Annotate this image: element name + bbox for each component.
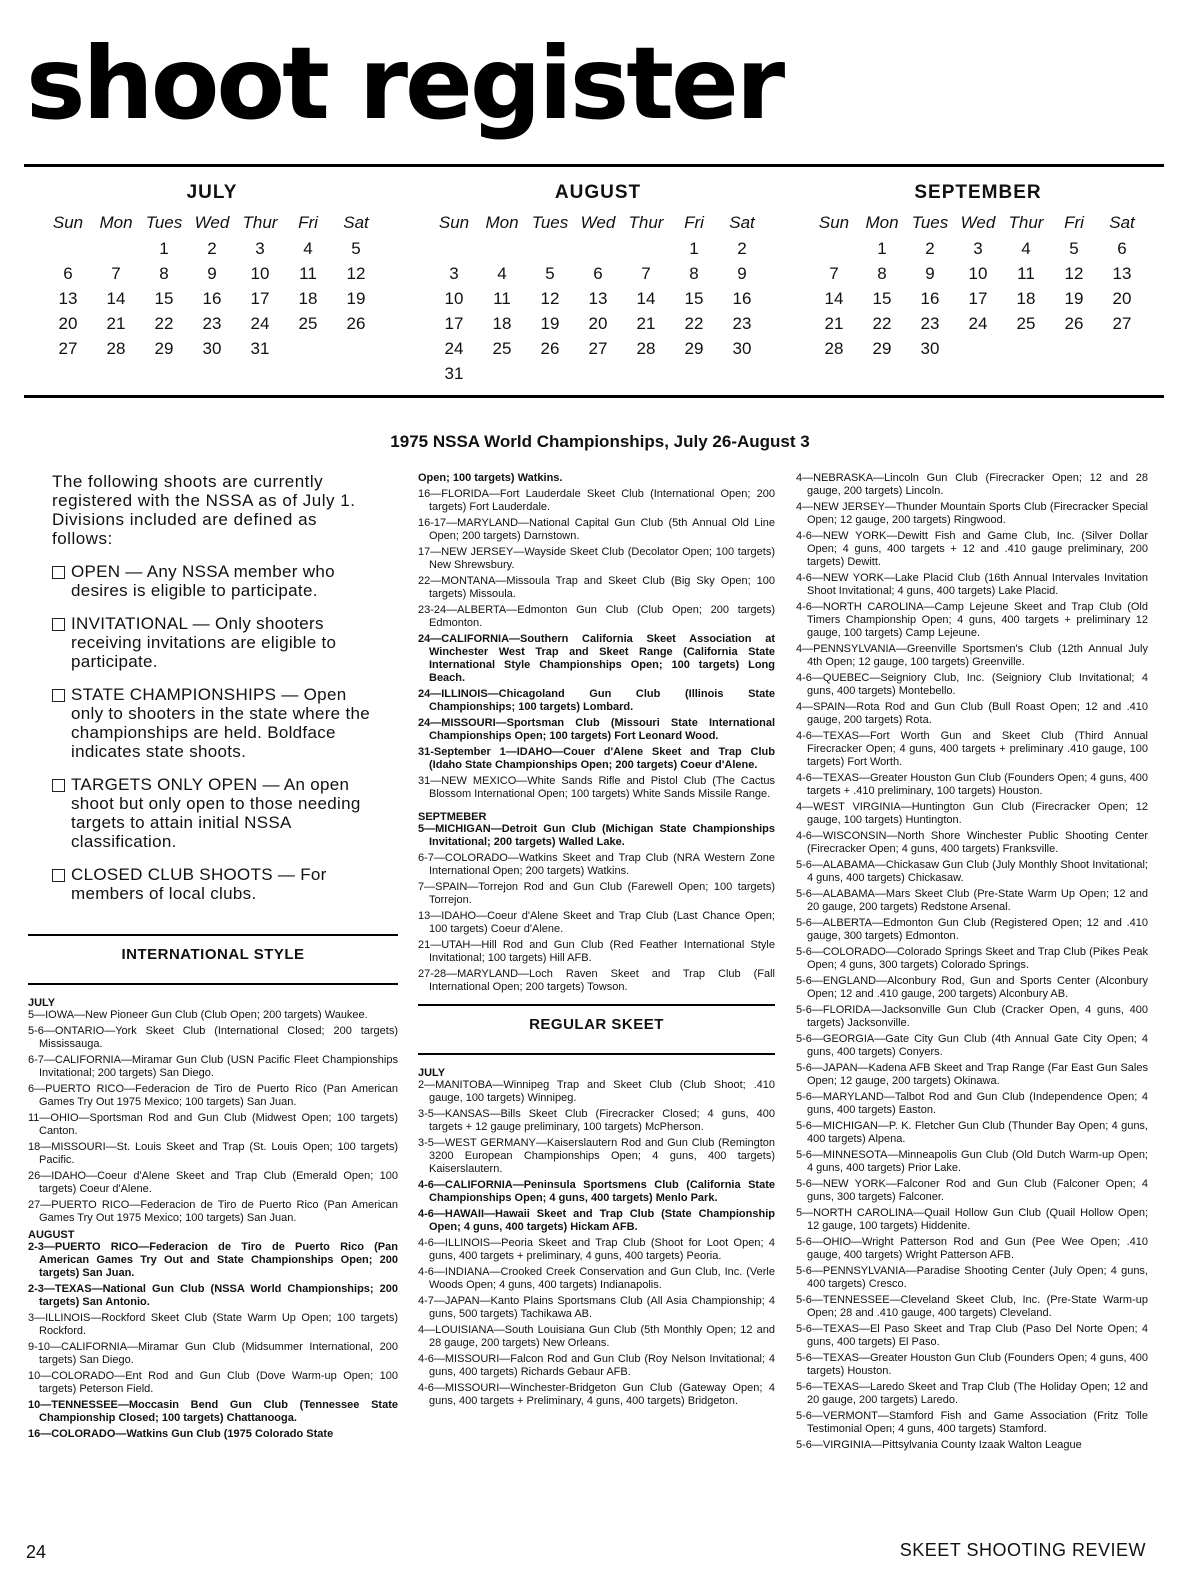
- calendar-day: 11: [299, 263, 317, 283]
- shoot-entry: 4-6—NEW YORK—Lake Placid Club (16th Annual Intervales Invitation Shoot Invitational; 4 guns, 400 targets) Lake Placid.: [796, 572, 1148, 597]
- calendar-day: 22: [684, 313, 704, 333]
- shoot-entry: 4—LOUISIANA—South Louisiana Gun Club (5th Monthly Open; 12 and 28 gauge, 200 targets) New Orleans.: [418, 1324, 775, 1349]
- shoot-entry: 5-6—VERMONT—Stamford Fish and Game Association (Fritz Tolle Testimonial Open; 4 guns, 400 targets) Stamford.: [796, 1410, 1148, 1435]
- weekday-label: Tues: [531, 213, 569, 232]
- calendar-day: 26: [1064, 313, 1084, 333]
- calendar-day: 20: [588, 313, 608, 333]
- calendar-day: 29: [684, 338, 704, 358]
- calendar-day: 19: [1064, 288, 1084, 308]
- calendar-day: 2: [207, 238, 217, 258]
- month-label: JULY: [28, 997, 56, 1009]
- calendar-day: 10: [250, 263, 270, 283]
- calendar-day: 5: [1069, 238, 1079, 258]
- shoot-entry: 7—SPAIN—Torrejon Rod and Gun Club (Farewell Open; 100 targets) Torrejon.: [418, 881, 775, 906]
- calendar-day: 15: [684, 288, 704, 308]
- calendar-week-row: [44, 236, 380, 261]
- shoot-entry: 4—PENNSYLVANIA—Greenville Sportsmen's Club (12th Annual July 4th Open; 12 gauge, 100 targets) Greenville.: [796, 643, 1148, 668]
- weekday-label: Thur: [628, 213, 664, 232]
- calendar-day: 3: [255, 238, 265, 258]
- calendar-day: 4: [303, 238, 313, 258]
- shoot-entry: 5-6—GEORGIA—Gate City Gun Club (4th Annual Gate City Open; 4 guns, 400 targets) Conyers.: [796, 1033, 1148, 1058]
- shoot-entry: 5-6—TEXAS—Laredo Skeet and Trap Club (The Holiday Open; 12 and 20 gauge, 200 targets) Laredo.: [796, 1381, 1148, 1406]
- shoot-entry: 5-6—ALABAMA—Mars Skeet Club (Pre-State Warm Up Open; 12 and 20 gauge, 200 targets) Redstone Arsenal.: [796, 888, 1148, 913]
- calendar-day: [1002, 336, 1050, 361]
- calendar-day: 19: [346, 288, 366, 308]
- calendar-day: 20: [58, 313, 78, 333]
- entry-list: [28, 1009, 398, 1225]
- calendar-day: 16: [732, 288, 752, 308]
- calendar-day: [1050, 336, 1098, 361]
- calendar-table: [430, 210, 766, 386]
- division-text: STATE CHAMPIONSHIPS — Open only to shooters in the state where the championships are held. Boldface indicates state shoots.: [71, 685, 370, 761]
- calendar-day: 16: [920, 288, 940, 308]
- calendar-day: 11: [493, 288, 511, 308]
- shoot-entry: 13—IDAHO—Coeur d'Alene Skeet and Trap Club (Last Chance Open; 100 targets) Coeur d'Alene.: [418, 910, 775, 935]
- calendar-day: 23: [202, 313, 222, 333]
- calendar-day: 10: [444, 288, 464, 308]
- calendar-week-row: [810, 261, 1146, 286]
- weekday-label: Tues: [911, 213, 949, 232]
- calendar-day: 1: [689, 238, 699, 258]
- calendar-day: [718, 361, 766, 386]
- calendar-day: [670, 361, 718, 386]
- calendar-day: [284, 336, 332, 361]
- calendar-header-row: [810, 210, 1146, 236]
- weekday-label: Thur: [1008, 213, 1044, 232]
- shoot-entry: 5-6—TENNESSEE—Cleveland Skeet Club, Inc. (Pre-State Warm-up Open; 28 and .410 gauge, 400 targets) Cleveland.: [796, 1294, 1148, 1319]
- calendar-day: 30: [202, 338, 222, 358]
- calendar-day: 12: [346, 263, 366, 283]
- weekday-label: Sun: [438, 213, 470, 232]
- calendar-day: 17: [968, 288, 988, 308]
- calendar-august: [430, 182, 766, 386]
- shoot-entry: 4-6—WISCONSIN—North Shore Winchester Public Shooting Center (Firecracker Open; 4 guns, 400 targets) Franksville.: [796, 830, 1148, 855]
- calendar-day: 28: [824, 338, 844, 358]
- calendar-day: 7: [111, 263, 121, 283]
- weekday-label: Mon: [865, 213, 899, 232]
- shoot-entry: 5-6—OHIO—Wright Patterson Rod and Gun (Pee Wee Open; .410 gauge, 400 targets) Wright Patterson AFB.: [796, 1236, 1148, 1261]
- calendar-week-row: [430, 336, 766, 361]
- calendar-day: 11: [1017, 263, 1035, 283]
- calendar-day: 8: [877, 263, 887, 283]
- shoot-entry: 5-6—ENGLAND—Alconbury Rod, Gun and Sports Center (Alconbury Open; 12 and .410 gauge, 200 targets) Alconbury AB.: [796, 975, 1148, 1000]
- calendar-day: 18: [1016, 288, 1036, 308]
- calendar-day: 9: [925, 263, 935, 283]
- calendar-day: 20: [1112, 288, 1132, 308]
- division-invitational: [52, 614, 372, 671]
- left-column: [52, 472, 372, 917]
- shoot-entry: 9-10—CALIFORNIA—Miramar Gun Club (Midsummer International, 200 targets) San Diego.: [28, 1341, 398, 1366]
- section-heading: INTERNATIONAL STYLE: [28, 934, 398, 985]
- shoot-entry: 4-6—TEXAS—Fort Worth Gun and Skeet Club (Third Annual Firecracker Open; 4 guns, 400 targets + preliminary .410 gauge, 100 targets) Fort Worth.: [796, 730, 1148, 768]
- shoot-entry: 2-3—TEXAS—National Gun Club (NSSA World Championships; 200 targets) San Antonio.: [28, 1283, 398, 1308]
- shoot-entry: 6—PUERTO RICO—Federacion de Tiro de Puerto Rico (Pan American Games Try Out 1975 Mexico; 100 targets) San Juan.: [28, 1083, 398, 1108]
- calendar-day: 25: [298, 313, 318, 333]
- calendar-day: 6: [1117, 238, 1127, 258]
- calendar-week-row: [44, 336, 380, 361]
- calendar-day: 26: [540, 338, 560, 358]
- calendar-week-row: [44, 311, 380, 336]
- division-open: [52, 562, 372, 600]
- calendar-week-row: [430, 311, 766, 336]
- calendar-day: 14: [824, 288, 844, 308]
- calendar-day: 1: [159, 238, 169, 258]
- calendar-day: 27: [58, 338, 78, 358]
- calendar-day: [526, 361, 574, 386]
- division-state: [52, 685, 372, 761]
- calendar-day: 13: [1112, 263, 1132, 283]
- calendar-day: [478, 361, 526, 386]
- shoot-entry: 2—MANITOBA—Winnipeg Trap and Skeet Club (Club Shoot; .410 gauge, 100 targets) Winnipeg.: [418, 1079, 775, 1104]
- weekday-label: Wed: [194, 213, 230, 232]
- championships-heading: 1975 NSSA World Championships, July 26-August 3: [390, 432, 810, 451]
- shoot-entry: 24—ILLINOIS—Chicagoland Gun Club (Illinois State Championships; 100 targets) Lombard.: [418, 688, 775, 713]
- shoot-entry: 6-7—COLORADO—Watkins Skeet and Trap Club (NRA Western Zone International Open; 200 targets) Watkins.: [418, 852, 775, 877]
- calendar-day: 22: [872, 313, 892, 333]
- division-text: CLOSED CLUB SHOOTS — For members of local clubs.: [71, 865, 327, 903]
- calendar-day: 2: [737, 238, 747, 258]
- shoot-entry: 4-6—INDIANA—Crooked Creek Conservation and Gun Club, Inc. (Verle Woods Open; 4 guns, 400 targets) Indianapolis.: [418, 1266, 775, 1291]
- calendar-rule: [24, 395, 1164, 398]
- weekday-label: Sun: [52, 213, 84, 232]
- calendar-day: 24: [968, 313, 988, 333]
- weekday-label: Sat: [1109, 213, 1135, 232]
- shoot-entry: 5—IOWA—New Pioneer Gun Club (Club Open; 200 targets) Waukee.: [28, 1009, 368, 1021]
- right-column: [796, 472, 1148, 1455]
- calendar-day: [1098, 336, 1146, 361]
- division-closed-club: [52, 865, 372, 903]
- middle-column: [418, 472, 775, 1411]
- calendar-day: [574, 236, 622, 261]
- calendar-day: 28: [106, 338, 126, 358]
- calendar-table: [810, 210, 1146, 361]
- calendar-week-row: [810, 336, 1146, 361]
- calendar-day: 24: [250, 313, 270, 333]
- calendar-day: 9: [207, 263, 217, 283]
- shoot-entry: 5-6—ONTARIO—York Skeet Club (International Closed; 200 targets) Mississauga.: [28, 1025, 398, 1050]
- calendar-day: 25: [1016, 313, 1036, 333]
- shoot-entry: 5-6—MINNESOTA—Minneapolis Gun Club (Old Dutch Warm-up Open; 4 guns, 400 targets) Prior Lake.: [796, 1149, 1148, 1174]
- calendar-day: 17: [444, 313, 464, 333]
- calendar-day: [622, 236, 670, 261]
- calendar-day: 21: [106, 313, 126, 333]
- shoot-entry: 6-7—CALIFORNIA—Miramar Gun Club (USN Pacific Fleet Championships Invitational; 200 targets) San Diego.: [28, 1054, 398, 1079]
- entry-list: [28, 1241, 398, 1441]
- calendar-day: 1: [877, 238, 887, 258]
- checkbox-icon: [52, 566, 65, 579]
- shoot-entry: 4-6—HAWAII—Hawaii Skeet and Trap Club (State Championship Open; 4 guns, 400 targets) Hickam AFB.: [418, 1208, 775, 1233]
- shoot-entry: 23-24—ALBERTA—Edmonton Gun Club (Club Open; 200 targets) Edmonton.: [418, 604, 775, 629]
- shoot-entry: 3-5—KANSAS—Bills Skeet Club (Firecracker Closed; 4 guns, 400 targets + 12 gauge preliminary, 100 targets) McPherson.: [418, 1108, 775, 1133]
- calendar-july: [44, 182, 380, 361]
- shoot-entry: 16—FLORIDA—Fort Lauderdale Skeet Club (International Open; 200 targets) Fort Lauderdale.: [418, 488, 775, 513]
- calendar-day: 3: [449, 263, 459, 283]
- calendar-day: 29: [154, 338, 174, 358]
- shoot-entry: 4-6—MISSOURI—Falcon Rod and Gun Club (Roy Nelson Invitational; 4 guns, 400 targets) Richards Gebaur AFB.: [418, 1353, 775, 1378]
- calendar-day: [574, 361, 622, 386]
- shoot-entry: 5-6—MARYLAND—Talbot Rod and Gun Club (Independence Open; 4 guns, 400 targets) Easton.: [796, 1091, 1148, 1116]
- section-heading: REGULAR SKEET: [418, 1004, 775, 1055]
- month-label: AUGUST: [28, 1229, 75, 1241]
- shoot-entry: 5-6—VIRGINIA—Pittsylvania County Izaak Walton League: [796, 1439, 1082, 1451]
- division-text: INVITATIONAL — Only shooters receiving invitations are eligible to participate.: [71, 614, 337, 671]
- shoot-entry: 5-6—COLORADO—Colorado Springs Skeet and Trap Club (Pikes Peak Open; 4 guns, 300 targets) Colorado Springs.: [796, 946, 1148, 971]
- calendar-day: 30: [920, 338, 940, 358]
- shoot-entry: 10—TENNESSEE—Moccasin Bend Gun Club (Tennessee State Championship Closed; 100 targets) Chattanooga.: [28, 1399, 398, 1424]
- weekday-label: Mon: [99, 213, 133, 232]
- calendar-day: [478, 236, 526, 261]
- shoot-entry: 31-September 1—IDAHO—Couer d'Alene Skeet and Trap Club (Idaho State Championships Open; 200 targets) Coeur d'Alene.: [418, 746, 775, 771]
- calendar-day: 16: [202, 288, 222, 308]
- shoot-entry: 4—NEW JERSEY—Thunder Mountain Sports Club (Firecracker Special Open; 12 gauge, 200 targets) Ringwood.: [796, 501, 1148, 526]
- calendar-september: [810, 182, 1146, 361]
- shoot-entry: 26—IDAHO—Coeur d'Alene Skeet and Trap Club (Emerald Open; 100 targets) Coeur d'Alene.: [28, 1170, 398, 1195]
- calendar-day: 7: [641, 263, 651, 283]
- calendar-day: 21: [824, 313, 844, 333]
- weekday-label: Mon: [485, 213, 519, 232]
- shoot-entry: 16-17—MARYLAND—National Capital Gun Club (5th Annual Old Line Open; 200 targets) Darnstown.: [418, 517, 775, 542]
- shoot-entry: 5-6—NEW YORK—Falconer Rod and Gun Club (Falconer Open; 4 guns, 300 targets) Falconer.: [796, 1178, 1148, 1203]
- shoot-entry: 5-6—MICHIGAN—P. K. Fletcher Gun Club (Thunder Bay Open; 4 guns, 400 targets) Alpena.: [796, 1120, 1148, 1145]
- shoot-entry: 4-6—NORTH CAROLINA—Camp Lejeune Skeet and Trap Club (Old Timers Championship Open; 4 guns, 400 targets + preliminary 12 gauge, 100 targets) Camp Lejeune.: [796, 601, 1148, 639]
- calendar-day: 17: [250, 288, 270, 308]
- calendar-day: 5: [351, 238, 361, 258]
- calendar-day: 18: [298, 288, 318, 308]
- shoot-entry: 24—MISSOURI—Sportsman Club (Missouri State International Championships Open; 100 targets) Fort Leonard Wood.: [418, 717, 775, 742]
- calendar-day: 12: [1064, 263, 1084, 283]
- calendar-week-row: [430, 261, 766, 286]
- calendar-day: 15: [872, 288, 892, 308]
- checkbox-icon: [52, 618, 65, 631]
- weekday-label: Sun: [818, 213, 850, 232]
- international-section: [28, 926, 398, 1444]
- calendar-day: 3: [973, 238, 983, 258]
- weekday-label: Wed: [960, 213, 996, 232]
- calendar-day: 21: [636, 313, 656, 333]
- calendar-day: 28: [636, 338, 656, 358]
- shoot-entry: 24—CALIFORNIA—Southern California Skeet Association at Winchester West Trap and Skeet Range (California State International Style Championships Open; 100 targets) Long Beach.: [418, 633, 775, 684]
- checkbox-icon: [52, 689, 65, 702]
- calendar-week-row: [430, 236, 766, 261]
- calendar-day: 19: [540, 313, 560, 333]
- calendar-day: 23: [920, 313, 940, 333]
- division-targets-only: [52, 775, 372, 851]
- month-label: SEPTMEBER: [418, 811, 487, 823]
- shoot-entry: 4-6—TEXAS—Greater Houston Gun Club (Founders Open; 4 guns, 400 targets + .410 preliminary, 100 targets) Houston.: [796, 772, 1148, 797]
- calendar-day: 2: [925, 238, 935, 258]
- weekday-label: Wed: [580, 213, 616, 232]
- calendar-month-title: SEPTEMBER: [914, 182, 1042, 203]
- calendar-month-title: AUGUST: [554, 182, 642, 203]
- calendar-day: 24: [444, 338, 464, 358]
- calendar-day: 26: [346, 313, 366, 333]
- entry-list: [418, 1079, 775, 1408]
- calendar-day: 29: [872, 338, 892, 358]
- entry-list: [418, 472, 775, 801]
- calendar-day: 10: [968, 263, 988, 283]
- calendar-day: 30: [732, 338, 752, 358]
- month-label: JULY: [418, 1067, 446, 1079]
- calendar-header-row: [430, 210, 766, 236]
- shoot-entry: 4-6—QUEBEC—Seigniory Club, Inc. (Seigniory Club Invitational; 4 guns, 400 targets) Montebello.: [796, 672, 1148, 697]
- calendar-day: 5: [545, 263, 555, 283]
- calendar-day: 31: [444, 363, 464, 383]
- weekday-label: Sat: [729, 213, 755, 232]
- shoot-entry: 4-6—NEW YORK—Dewitt Fish and Game Club, Inc. (Silver Dollar Open; 4 guns, 400 targets + 12 and .410 gauge preliminary, 200 targets) Dewitt.: [796, 530, 1148, 568]
- calendar-week-row: [44, 286, 380, 311]
- page-number: 24: [26, 1542, 47, 1562]
- shoot-entry: 4—NEBRASKA—Lincoln Gun Club (Firecracker Open; 12 and 28 gauge, 200 targets) Lincoln.: [796, 472, 1148, 497]
- calendar-day: 23: [732, 313, 752, 333]
- division-text: TARGETS ONLY OPEN — An open shoot but only open to those needing targets to attain initial NSSA classification.: [71, 775, 361, 851]
- intro-text: The following shoots are currently registered with the NSSA as of July 1. Divisions included are defined as follows:: [52, 472, 356, 548]
- shoot-entry: 18—MISSOURI—St. Louis Skeet and Trap (St. Louis Open; 100 targets) Pacific.: [28, 1141, 398, 1166]
- shoot-entry: 2-3—PUERTO RICO—Federacion de Tiro de Puerto Rico (Pan American Games Try Out and State Championships Open; 200 targets) San Juan.: [28, 1241, 398, 1279]
- calendar-day: 27: [588, 338, 608, 358]
- calendar-day: 15: [154, 288, 174, 308]
- calendar-day: [810, 236, 858, 261]
- calendar-day: 8: [689, 263, 699, 283]
- shoot-entry: 5-6—TEXAS—Greater Houston Gun Club (Founders Open; 4 guns, 400 targets) Houston.: [796, 1352, 1148, 1377]
- shoot-entry: 5—MICHIGAN—Detroit Gun Club (Michigan State Championships Invitational; 200 targets) Walled Lake.: [418, 823, 775, 848]
- shoot-entry: 4-6—MISSOURI—Winchester-Bridgeton Gun Club (Gateway Open; 4 guns, 400 targets + Preliminary, 4 guns, 400 targets) Bridgeton.: [418, 1382, 775, 1407]
- calendar-day: 7: [829, 263, 839, 283]
- calendar-day: 27: [1112, 313, 1132, 333]
- calendar-week-row: [44, 261, 380, 286]
- shoot-entry: 21—UTAH—Hill Rod and Gun Club (Red Feather International Style Invitational; 100 targets) Hill AFB.: [418, 939, 775, 964]
- calendar-day: 13: [588, 288, 608, 308]
- calendar-week-row: [810, 311, 1146, 336]
- calendar-day: 4: [497, 263, 507, 283]
- shoot-entry: 4-6—ILLINOIS—Peoria Skeet and Trap Club (Shoot for Loot Open; 4 guns, 400 targets + preliminary, 4 guns, 400 targets) Peoria.: [418, 1237, 775, 1262]
- calendar-day: 22: [154, 313, 174, 333]
- shoot-entry: 5-6—JAPAN—Kadena AFB Skeet and Trap Range (Far East Gun Sales Open; 12 gauge, 200 targets) Okinawa.: [796, 1062, 1148, 1087]
- shoot-entry: 4-7—JAPAN—Kanto Plains Sportsmans Club (All Asia Championship; 4 guns, 500 targets) Tachikawa AB.: [418, 1295, 775, 1320]
- entry-list: [796, 472, 1148, 1452]
- shoot-entry: 4—SPAIN—Rota Rod and Gun Club (Bull Roast Open; 12 and .410 gauge, 200 targets) Rota.: [796, 701, 1148, 726]
- calendar-day: [332, 336, 380, 361]
- shoot-entry: 10—COLORADO—Ent Rod and Gun Club (Dove Warm-up Open; 100 targets) Peterson Field.: [28, 1370, 398, 1395]
- calendar-day: 8: [159, 263, 169, 283]
- calendar-day: 31: [250, 338, 270, 358]
- magazine-name: SKEET SHOOTING REVIEW: [899, 1540, 1146, 1560]
- calendar-day: [430, 236, 478, 261]
- calendar-week-row: [810, 236, 1146, 261]
- calendar-day: 6: [63, 263, 73, 283]
- weekday-label: Sat: [343, 213, 369, 232]
- shoot-entry: 3-5—WEST GERMANY—Kaiserslautern Rod and Gun Club (Remington 3200 European Championships Open; 4 guns, 400 targets) Kaiserslautern.: [418, 1137, 775, 1175]
- weekday-label: Thur: [242, 213, 278, 232]
- shoot-entry: 5-6—FLORIDA—Jacksonville Gun Club (Cracker Open, 4 guns, 400 targets) Jacksonville.: [796, 1004, 1148, 1029]
- calendar-day: 14: [106, 288, 126, 308]
- shoot-entry: 22—MONTANA—Missoula Trap and Skeet Club (Big Sky Open; 100 targets) Missoula.: [418, 575, 775, 600]
- shoot-entry: 5-6—TEXAS—El Paso Skeet and Trap Club (Paso Del Norte Open; 4 guns, 400 targets) El Paso.: [796, 1323, 1148, 1348]
- shoot-entry: 3—ILLINOIS—Rockford Skeet Club (State Warm Up Open; 100 targets) Rockford.: [28, 1312, 398, 1337]
- calendar-day: 12: [540, 288, 560, 308]
- shoot-entry: 11—OHIO—Sportsman Rod and Gun Club (Midwest Open; 100 targets) Canton.: [28, 1112, 398, 1137]
- calendar-day: 9: [737, 263, 747, 283]
- division-text: OPEN — Any NSSA member who desires is eligible to participate.: [71, 562, 335, 600]
- top-rule: [24, 164, 1164, 167]
- calendar-week-row: [810, 286, 1146, 311]
- shoot-entry: 16—COLORADO—Watkins Gun Club (1975 Colorado State: [28, 1428, 334, 1440]
- calendar-day: 25: [492, 338, 512, 358]
- weekday-label: Fri: [1064, 213, 1084, 232]
- shoot-entry: Open; 100 targets) Watkins.: [418, 472, 563, 484]
- shoot-entry: 5-6—PENNSYLVANIA—Paradise Shooting Center (July Open; 4 guns, 400 targets) Cresco.: [796, 1265, 1148, 1290]
- weekday-label: Fri: [684, 213, 704, 232]
- weekday-label: Tues: [145, 213, 183, 232]
- calendar-day: [44, 236, 92, 261]
- shoot-entry: 5-6—ALBERTA—Edmonton Gun Club (Registered Open; 12 and .410 gauge, 300 targets) Edmonton.: [796, 917, 1148, 942]
- calendar-day: [92, 236, 140, 261]
- page-title: shoot register: [26, 25, 783, 142]
- calendar-month-title: JULY: [186, 182, 238, 203]
- shoot-entry: 5—NORTH CAROLINA—Quail Hollow Gun Club (Quail Hollow Open; 12 gauge, 100 targets) Hiddenite.: [796, 1207, 1148, 1232]
- shoot-entry: 4—WEST VIRGINIA—Huntington Gun Club (Firecracker Open; 12 gauge, 100 targets) Huntington.: [796, 801, 1148, 826]
- calendar-day: 13: [58, 288, 78, 308]
- checkbox-icon: [52, 779, 65, 792]
- calendar-day: [622, 361, 670, 386]
- shoot-entry: 17—NEW JERSEY—Wayside Skeet Club (Decolator Open; 100 targets) New Shrewsbury.: [418, 546, 775, 571]
- calendar-day: 18: [492, 313, 512, 333]
- shoot-entry: 31—NEW MEXICO—White Sands Rifle and Pistol Club (The Cactus Blossom International Open; 100 targets) White Sands Missile Range.: [418, 775, 775, 800]
- shoot-entry: 27-28—MARYLAND—Loch Raven Skeet and Trap Club (Fall International Open; 200 targets) Towson.: [418, 968, 775, 993]
- calendar-week-row: [430, 361, 766, 386]
- calendar-header-row: [44, 210, 380, 236]
- weekday-label: Fri: [298, 213, 318, 232]
- calendar-day: [954, 336, 1002, 361]
- entry-list: [418, 823, 775, 994]
- shoot-entry: 4-6—CALIFORNIA—Peninsula Sportsmens Club (California State Championships Open; 4 guns, 400 targets) Menlo Park.: [418, 1179, 775, 1204]
- calendar-day: 6: [593, 263, 603, 283]
- calendar-week-row: [430, 286, 766, 311]
- shoot-entry: 5-6—ALABAMA—Chickasaw Gun Club (July Monthly Shoot Invitational; 4 guns, 400 targets) Chickasaw.: [796, 859, 1148, 884]
- calendar-day: 14: [636, 288, 656, 308]
- calendar-day: 4: [1021, 238, 1031, 258]
- calendar-day: [526, 236, 574, 261]
- shoot-entry: 27—PUERTO RICO—Federacion de Tiro de Puerto Rico (Pan American Games Try Out 1975 Mexico; 100 targets) San Juan.: [28, 1199, 398, 1224]
- checkbox-icon: [52, 869, 65, 882]
- calendar-table: [44, 210, 380, 361]
